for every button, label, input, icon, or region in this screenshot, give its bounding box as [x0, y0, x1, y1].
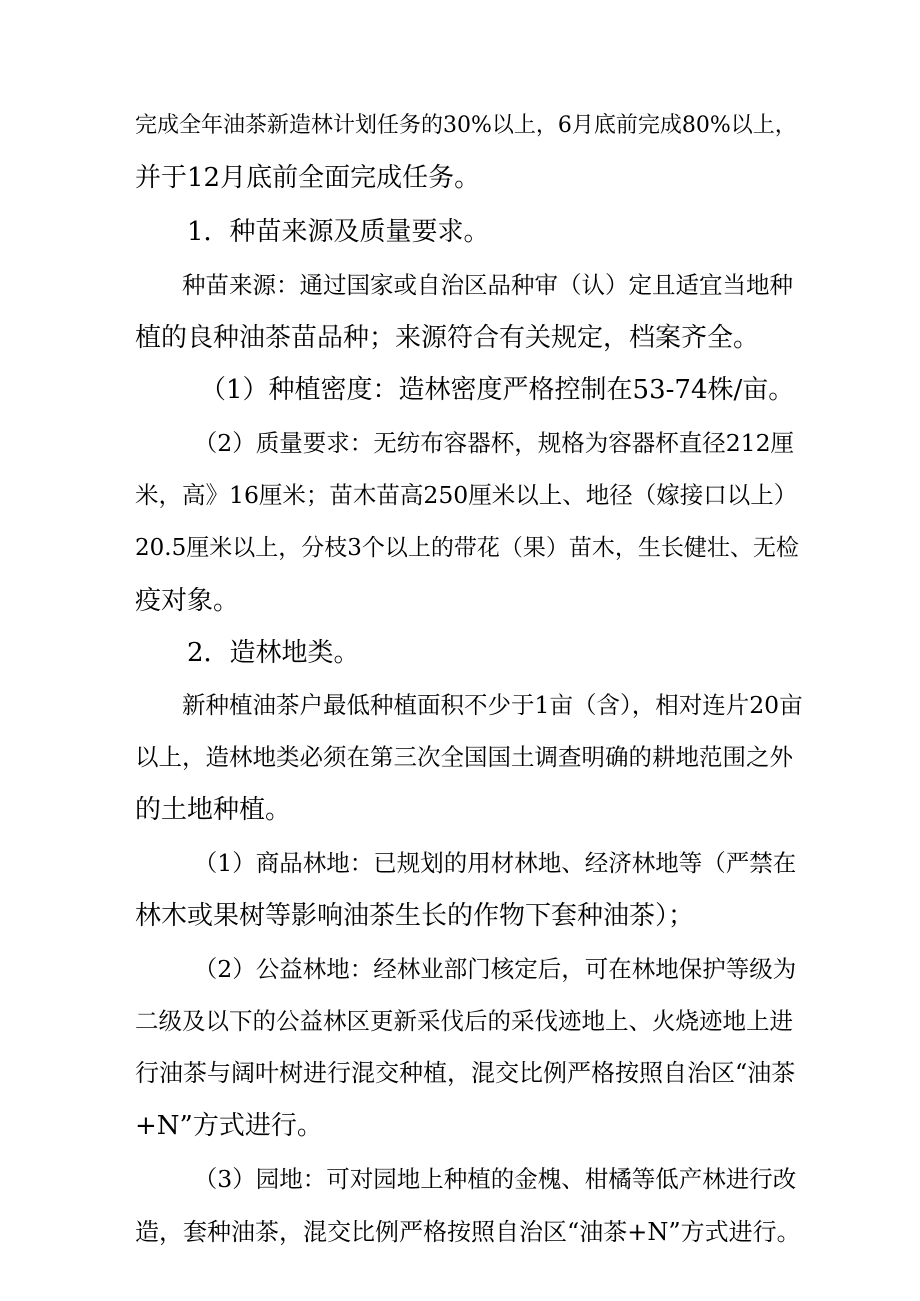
text-line: 林木或果树等影响油茶生长的作物下套种油茶）；: [135, 901, 695, 931]
text-line: 新种植油茶户最低种植面积不少于1亩（含），相对连片20亩: [135, 691, 803, 719]
section-heading: 1．种苗来源及质量要求。: [135, 217, 490, 247]
text-line: 行油茶与阔叶树进行混交种植，混交比例严格按照自治区“油茶: [135, 1059, 796, 1087]
text-line: 的土地种植。: [135, 795, 292, 825]
text-line: +N”方式进行。: [135, 1111, 323, 1141]
text-line: 疫对象。: [135, 586, 240, 616]
text-line: （1）种植密度：造林密度严格控制在53-74株/亩。: [135, 375, 795, 405]
text-line: （2）质量要求：无纺布容器杯，规格为容器杯直径212厘: [135, 429, 795, 457]
text-line: 并于12月底前全面完成任务。: [135, 163, 481, 193]
text-line: 种苗来源：通过国家或自治区品种审（认）定且适宜当地种: [135, 271, 793, 299]
text-line: 造，套种油茶，混交比例严格按照自治区“油茶+N”方式进行。: [135, 1218, 801, 1246]
text-line: 米，高》16厘米；苗木苗高250厘米以上、地径（嫁接口以上）: [135, 481, 798, 509]
section-heading: 2．造林地类。: [135, 638, 360, 668]
text-line: 以上，造林地类必须在第三次全国国土调查明确的耕地范围之外: [135, 743, 793, 771]
text-line: （2）公益林地：经林业部门核定后，可在林地保护等级为: [135, 955, 797, 983]
text-line: 20.5厘米以上，分枝3个以上的带花（果）苗木，生长健壮、无检: [135, 535, 799, 561]
text-line: （3）园地：可对园地上种植的金槐、柑橘等低产林进行改: [135, 1165, 797, 1193]
text-line: 植的良种油茶苗品种；来源符合有关规定，档案齐全。: [135, 323, 760, 353]
text-line: 完成全年油茶新造林计划任务的30%以上，6月底前完成80%以上，: [135, 113, 797, 138]
text-line: 二级及以下的公益林区更新采伐后的采伐迹地上、火烧迹地上进: [135, 1007, 793, 1035]
text-line: （1）商品林地：已规划的用材林地、经济林地等（严禁在: [135, 849, 797, 877]
